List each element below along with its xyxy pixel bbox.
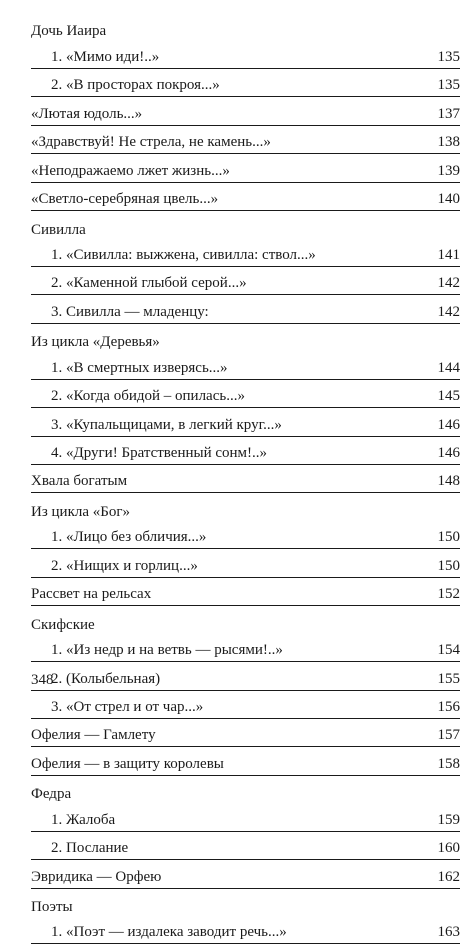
toc-entry-title: Скифские — [31, 616, 95, 633]
toc-entry-title: Офелия — Гамлету — [31, 727, 156, 744]
toc-entry-title: 1. «Сивилла: выжжена, сивилла: ствол...» — [51, 246, 316, 263]
toc-entry — [31, 126, 460, 154]
toc-entry — [31, 719, 460, 747]
toc-entry — [31, 634, 460, 662]
toc-entry — [31, 578, 460, 606]
toc-entry — [31, 69, 460, 97]
toc-entry-page: 155 — [437, 670, 460, 687]
toc-entry-page: 163 — [437, 924, 460, 941]
toc-entry-page: 148 — [437, 473, 460, 490]
toc-entry-page: 154 — [437, 642, 460, 659]
toc-entry-page: 157 — [437, 727, 460, 744]
toc-entry-page: 156 — [437, 698, 460, 715]
toc-entry — [31, 183, 460, 211]
toc-entry-page: 139 — [437, 162, 460, 179]
toc-entry — [31, 239, 460, 267]
toc-entry — [31, 267, 460, 295]
toc-entry-title: Дочь Иаира — [31, 23, 107, 40]
toc-entry-page: 146 — [437, 416, 460, 433]
toc-entry-title: Хвала богатым — [31, 473, 128, 490]
toc-entry — [31, 408, 460, 436]
toc-entry-page: 138 — [437, 134, 460, 151]
toc-entry — [31, 154, 460, 182]
toc-section-heading — [31, 606, 460, 633]
toc-entry-title: 2. «В просторах покроя...» — [51, 77, 220, 94]
toc-entry — [31, 465, 460, 493]
toc-entry-title: 4. «Други! Братственный сонм!..» — [51, 445, 268, 461]
table-of-contents — [31, 13, 460, 944]
toc-entry-title: Рассвет на рельсах — [31, 586, 152, 603]
toc-entry-page: 140 — [437, 191, 460, 208]
toc-entry — [31, 40, 460, 68]
toc-entry-title: 1. «Поэт — издалека заводит речь...» — [51, 924, 287, 941]
toc-entry-page: 145 — [437, 388, 460, 405]
toc-entry-title: 2. (Колыбельная) — [51, 670, 161, 687]
toc-entry — [31, 916, 460, 944]
toc-entry-title: 2. «Каменной глыбой серой...» — [51, 275, 247, 292]
toc-entry-title: Федра — [31, 786, 72, 803]
toc-entry — [31, 295, 460, 323]
toc-section-heading — [31, 13, 460, 40]
toc-entry-page: 141 — [437, 246, 460, 263]
toc-entry-page: 150 — [437, 557, 460, 574]
toc-entry-title: 2. «Нищих и горлиц...» — [51, 557, 198, 574]
toc-entry-page: 135 — [437, 77, 460, 94]
toc-entry-page: 152 — [437, 586, 460, 603]
page-number: 348 — [31, 672, 54, 688]
toc-entry-title: 2. Послание — [51, 840, 129, 857]
toc-entry-page: 135 — [437, 48, 460, 65]
toc-entry-title: Эвридика — Орфею — [31, 868, 162, 885]
toc-entry-page: 159 — [437, 811, 460, 828]
toc-entry-page: 144 — [437, 359, 460, 376]
toc-entry-page: 146 — [437, 445, 460, 461]
toc-entry-title: 1. Жалоба — [51, 811, 116, 828]
toc-entry-title: 2. «Когда обидой – опилась...» — [51, 388, 245, 405]
toc-section-heading — [31, 324, 460, 351]
toc-section-heading — [31, 493, 460, 520]
toc-section-heading — [31, 211, 460, 238]
toc-entry — [31, 747, 460, 775]
toc-entry-page: 162 — [437, 868, 460, 885]
toc-entry-title: «Здравствуй! Не стрела, не камень...» — [31, 134, 271, 151]
toc-entry-title: 1. «Мимо иди!..» — [51, 48, 160, 65]
toc-entry — [31, 351, 460, 379]
toc-entry-title: «Лютая юдоль...» — [31, 105, 143, 122]
toc-entry-title: «Светло-серебряная цвель...» — [31, 191, 219, 208]
toc-entry-title: «Неподражаемо лжет жизнь...» — [31, 162, 230, 179]
toc-entry-title: Офелия — в защиту королевы — [31, 755, 224, 772]
toc-section-heading — [31, 889, 460, 916]
toc-entry-title: 1. «В смертных изверясь...» — [51, 359, 228, 376]
toc-entry-title: Из цикла «Бог» — [31, 503, 131, 520]
toc-entry-title: Сивилла — [31, 221, 86, 238]
toc-entry-title: 3. Сивилла — младенцу: — [51, 303, 209, 320]
toc-entry — [31, 662, 460, 690]
toc-entry — [31, 803, 460, 831]
toc-entry — [31, 691, 460, 719]
toc-entry — [31, 832, 460, 860]
toc-section-heading — [31, 776, 460, 803]
toc-entry-title: Из цикла «Деревья» — [31, 334, 160, 351]
toc-entry — [31, 860, 460, 888]
toc-entry — [31, 380, 460, 408]
toc-entry-page: 137 — [437, 105, 460, 122]
toc-entry — [31, 437, 460, 465]
toc-entry-page: 150 — [437, 529, 460, 546]
toc-entry-page: 158 — [437, 755, 460, 772]
toc-entry-title: Поэты — [31, 899, 73, 915]
toc-entry — [31, 549, 460, 577]
toc-entry-page: 160 — [437, 840, 460, 857]
toc-entry-page: 142 — [437, 275, 460, 292]
toc-entry-title: 3. «Купальщицами, в легкий круг...» — [51, 416, 282, 433]
toc-entry-title: 1. «Из недр и на ветвь — рысями!..» — [51, 642, 283, 659]
toc-entry-page: 142 — [437, 303, 460, 320]
toc-entry — [31, 97, 460, 125]
toc-entry — [31, 521, 460, 549]
toc-entry-title: 1. «Лицо без обличия...» — [51, 529, 207, 546]
toc-entry-title: 3. «От стрел и от чар...» — [51, 698, 204, 715]
